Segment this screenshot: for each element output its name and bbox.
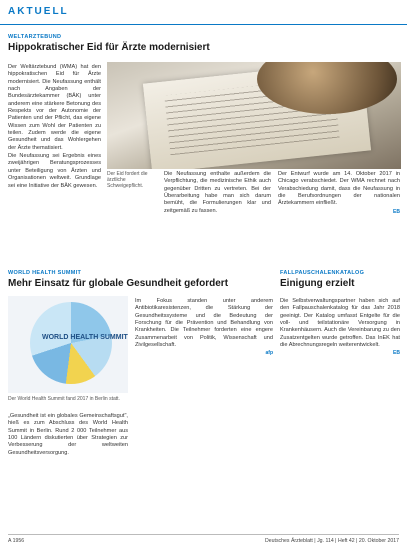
article3-col [280, 298, 400, 531]
globe-logo-text: WORLD HEALTH SUMMIT [42, 334, 128, 341]
article2-col1 [8, 413, 128, 531]
article1-col1-text: Der Weltärztebund (WMA) hat den hippokratischen Eid für Ärzte modernisiert. Die Neufassung enthält nach Angaben der Bundesärztekammer (BÄK) unter anderem eine stärkere Betonung des Respekts vor der Autonomie der Patienten und der Pflicht, das eigene Wissen zum Wohl der Patienten zu teilen. Zudem werde die eigene Gesundheit und das Wohlergehen der Ärzte thematisiert. [8, 64, 101, 151]
article2-caption: Der World Health Summit fand 2017 in Berlin statt. [8, 396, 120, 402]
article2-kicker: WORLD HEALTH SUMMIT [8, 270, 82, 276]
article3-heading [280, 270, 400, 296]
article3-text: Die Selbstverwaltungspartner haben sich auf den Fallpauschalenkatalog für das Jahr 2018 geeinigt. Der Katalog umfasst Entgelte für die voll- und teilstationäre Versorgung in Krankenhäusern. Auch die Vereinbarung zu den Zusatzentgelten wurde getroffen. Das InEK hat die Abrechnungsregeln weiterentwickelt. [280, 298, 400, 349]
article2-image [8, 296, 128, 393]
article1-col3 [278, 64, 400, 260]
article1-col1b-text: Die Neufassung sei Ergebnis eines zweijährigen Beratungsprozesses unter Beteiligung von Ärzten und Organisationen weltweit. Grundlage sei eine Initiative der BÄK gewesen. [8, 153, 101, 189]
globe-logo [30, 302, 112, 384]
article1-heading [8, 34, 401, 62]
article1-end-mark: EB [393, 208, 400, 215]
article1-col1 [8, 64, 101, 260]
article1-col3-text: Der Entwurf wurde am 14. Oktober 2017 in Chicago verabschiedet. Der WMA rechnet nach Verabschiedung damit, dass die Neufassung in die Berufsordnungen der nationalen Ärztekammern einfließt. [278, 171, 400, 207]
article3-end-mark: EB [393, 350, 400, 357]
article1-col2 [164, 171, 271, 260]
article2-col1-text: „Gesundheit ist ein globales Gemeinschaftsgut", hieß es zum Abschluss des World Health Summit in Berlin. Rund 2 000 Teilnehmer aus 100 Ländern diskutierten über Strategien zur Verbesserung der weltweiten Gesundheitsversorgung. [8, 413, 128, 456]
article1-caption: Der Eid fordert die ärztliche Schweigepflicht. [107, 171, 148, 190]
article2-title: Mehr Einsatz für globale Gesundheit gefordert [8, 278, 229, 289]
article3-kicker: FALLPAUSCHALENKATALOG [280, 270, 365, 276]
footer-rule [8, 534, 399, 535]
article2-end-mark: afp [265, 350, 273, 357]
section-label: AKTUELL [8, 6, 69, 17]
article2-col2 [135, 298, 273, 531]
journal-info: Deutsches Ärzteblatt | Jg. 114 | Heft 42 | 20. Oktober 2017 [265, 538, 399, 544]
page-number: A 1956 [8, 538, 25, 544]
article1-title: Hippokratischer Eid für Ärzte modernisiert [8, 42, 210, 53]
header-rule [0, 24, 407, 25]
article1-col2-text: Die Neufassung enthalte außerdem die Verpflichtung, die medizinische Ethik auch gegenüber Dritten zu vertreten. Bei der Überarbeitung habe man sich darum bemüht, die Formulierungen klar und zeitgemäß zu fassen. [164, 171, 271, 214]
article2-heading [8, 270, 273, 296]
header-band [0, 0, 407, 26]
article1-kicker: WELTÄRZTEBUND [8, 34, 62, 40]
article3-title: Einigung erzielt [280, 278, 355, 289]
article2-col2-text: Im Fokus standen unter anderem Antibiotikaresistenzen, die Stärkung der Gesundheitssysteme und die Bedeutung der Forschung für die Prävention und Behandlung von Krankheiten. Die Teilnehmer forderten eine engere Zusammenarbeit von Politik, Wissenschaft und Zivilgesellschaft. [135, 298, 273, 349]
